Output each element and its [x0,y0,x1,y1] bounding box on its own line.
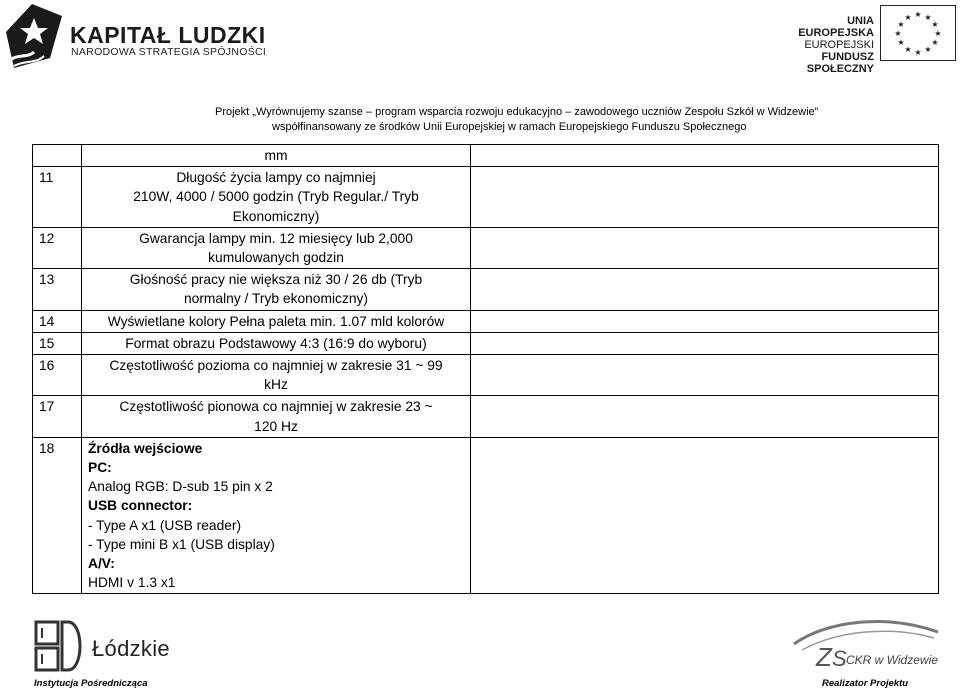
desc-line: Wyświetlane kolory Pełna paleta min. 1.07 mld kolorów [107,313,445,329]
row-description [82,310,471,332]
row-value [471,437,939,594]
project-title-line-2: współfinansowany ze środków Unii Europejskiej w ramach Europejskiego Funduszu Społecznego [272,121,747,133]
row-number: 15 [33,332,82,354]
svg-text:★: ★ [904,13,912,22]
table-row [33,396,939,437]
row-number: 16 [33,355,82,396]
row-number [33,145,82,167]
eu-line-2: EUROPEJSKI [804,39,874,51]
desc-line: 210W, 4000 / 5000 godzin (Tryb Regular./ Tryb [133,189,419,205]
row-value [471,355,939,396]
row-description [82,437,471,594]
svg-text:Z: Z [816,642,832,672]
row-number: 14 [33,310,82,332]
desc-line: normalny / Tryb ekonomiczny) [183,291,369,307]
row-value [471,310,939,332]
lodzkie-logo-icon [34,620,86,674]
table-row [33,355,939,396]
usb-value-2: - Type mini B x1 (USB display) [88,536,275,552]
row-value [471,332,939,354]
desc-line: Format obrazu Podstawowy 4:3 (16:9 do wyboru) [125,335,427,351]
lodzkie-text: Łódzkie [92,636,170,661]
table-row [33,269,939,310]
table-row [33,145,939,167]
svg-text:★: ★ [934,29,942,38]
svg-text:★: ★ [897,20,905,29]
pc-label: PC: [88,460,112,476]
svg-text:★: ★ [897,38,905,47]
desc-line: Gwarancja lampy min. 12 miesięcy lub 2,000 [139,230,413,246]
desc-line: kHz [264,377,288,393]
row-description [82,332,471,354]
row-number: 18 [33,437,82,594]
desc-line: Częstotliwość pozioma co najmniej w zakresie 31 ~ 99 [109,358,443,374]
row-value [471,396,939,437]
svg-text:★: ★ [904,45,912,54]
av-label: A/V: [88,556,115,572]
specification-table [32,144,939,594]
desc-line: 120 Hz [254,418,298,434]
svg-text:★: ★ [914,10,922,19]
row-number: 17 [33,396,82,437]
row-description [82,167,471,228]
row-value [471,145,939,167]
desc-line: Ekonomiczny) [232,208,320,224]
row-description [82,269,471,310]
kapital-ludzki-logo-icon [4,2,64,70]
eu-flag-icon [880,5,956,61]
svg-text:★: ★ [914,48,922,57]
row-description [82,355,471,396]
table-row [33,437,939,594]
row-description [82,396,471,437]
eu-line-3: FUNDUSZ SPOŁECZNY [806,51,874,75]
svg-text:★: ★ [894,29,902,38]
row-description: mm [82,145,471,167]
svg-text:★: ★ [924,13,932,22]
pc-value: Analog RGB: D-sub 15 pin x 2 [88,479,273,495]
row-number: 13 [33,269,82,310]
svg-text:★: ★ [931,38,939,47]
row-value [471,227,939,268]
table-row [33,227,939,268]
svg-text:★: ★ [931,20,939,29]
usb-value-1: - Type A x1 (USB reader) [88,517,242,533]
kapital-ludzki-subtitle: NARODOWA STRATEGIA SPÓJNOŚCI [71,46,267,58]
project-executor-label: Realizator Projektu [822,678,909,689]
row-number: 11 [33,167,82,228]
input-sources-heading: Źródła wejściowe [88,440,203,456]
desc-line: Głośność pracy nie większa niż 30 / 26 db (Tryb [129,272,423,288]
desc-line: Częstotliwość pionowa co najmniej w zakresie 23 ~ [119,399,433,415]
row-description [82,227,471,268]
desc-line: Długość życia lampy co najmniej [176,170,376,186]
project-title-line-1: Projekt „Wyrównujemy szanse – program wsparcia rozwoju edukacyjno – zawodowego uczniów Zespołu Szkół w Widzewie” [215,106,819,118]
svg-text:★: ★ [924,45,932,54]
zs-ckr-logo-icon [788,606,948,672]
zs-logo-text: CKR w Widzewie [846,653,938,667]
intermediate-institution-label: Instytucja Pośrednicząca [34,678,148,689]
av-value: HDMI v 1.3 x1 [88,575,176,591]
desc-line: kumulowanych godzin [208,250,344,266]
row-value [471,167,939,228]
row-number: 12 [33,227,82,268]
usb-label: USB connector: [88,498,193,514]
table-row [33,167,939,228]
svg-text:S: S [832,646,847,671]
eu-fund-label [772,15,874,75]
row-value [471,269,939,310]
eu-line-1: UNIA EUROPEJSKA [798,15,874,39]
table-row [33,332,939,354]
kapital-ludzki-title: KAPITAŁ LUDZKI [70,22,266,48]
table-row [33,310,939,332]
